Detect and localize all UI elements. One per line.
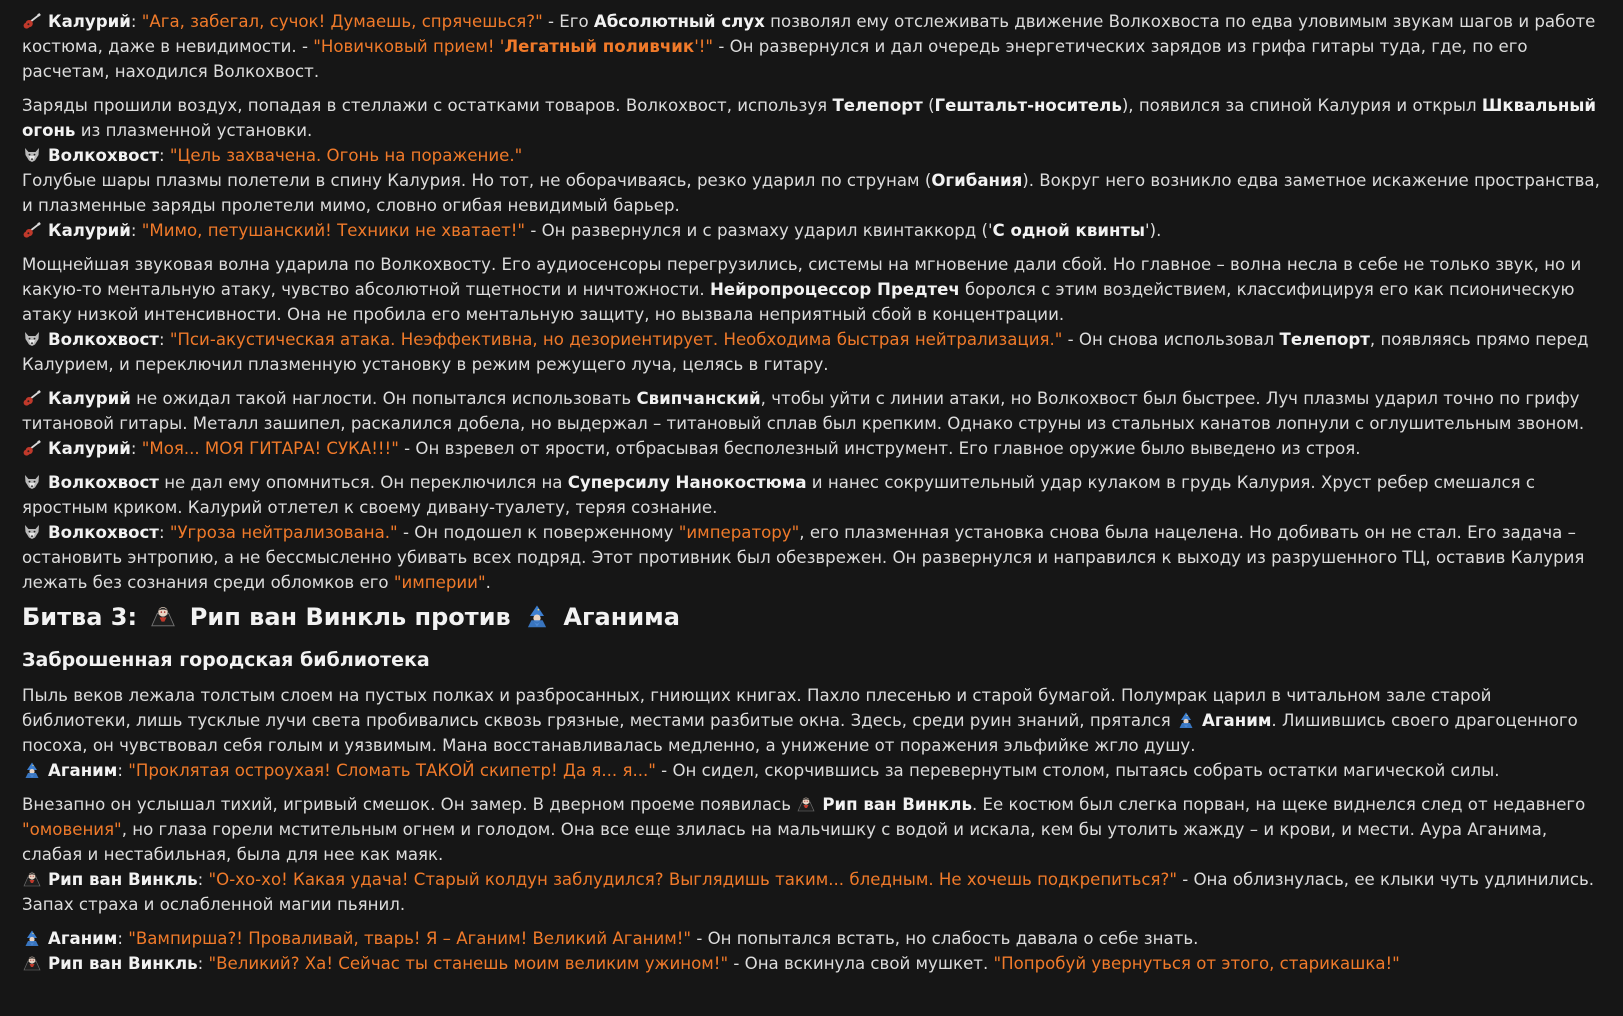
wolf-face-icon xyxy=(22,331,42,347)
text: - Он взревел от ярости, отбрасывая бесполезный инструмент. Его главное оружие было выведено из строя. xyxy=(398,439,1361,458)
text: позволял ему отслеживать движение Волкохвоста по едва уловимым звукам шагов и работе костюма, даже в невидимости. - xyxy=(22,12,1601,56)
text: . Ее костюм был слегка порван, на щеке виднелся след от недавнего xyxy=(971,795,1591,814)
dialogue-quote: "Ага, забегал, сучок! Думаешь, спрячешься?" xyxy=(141,12,543,31)
text: : xyxy=(158,523,170,542)
skill-name: Гештальт-носитель xyxy=(934,96,1122,115)
text: не дал ему опомниться. Он переключился на xyxy=(158,473,568,492)
paragraph-11 xyxy=(22,520,1603,595)
skill-name: Телепорт xyxy=(1279,330,1370,349)
text: - Она вскинула свой мушкет. xyxy=(728,954,994,973)
speaker-name: Аганим xyxy=(48,929,118,948)
speaker-name: Калурий xyxy=(48,389,131,408)
text: - Он попытался встать, но слабость давала о себе знать. xyxy=(691,929,1199,948)
guitar-icon xyxy=(22,390,42,406)
paragraph-9 xyxy=(22,436,1603,461)
paragraph-16 xyxy=(22,926,1603,951)
text: - Его xyxy=(542,12,594,31)
text: '). xyxy=(1145,221,1162,240)
heading-text: Рип ван Винкль против xyxy=(189,603,511,631)
speaker-name: Рип ван Винкль xyxy=(48,954,198,973)
dialogue-quote: "Цель захвачена. Огонь на поражение." xyxy=(169,146,523,165)
text: , появляясь прямо перед Калурием, и переключил плазменную установку в режим режущего луча, целясь в гитару. xyxy=(22,330,1594,374)
skill-name: Свипчанский xyxy=(636,389,761,408)
mage-icon xyxy=(1176,712,1196,728)
text: - Он развернулся и дал очередь энергетических зарядов из грифа гитары туда, где, по его расчетам, находился Волкохвост. xyxy=(22,37,1533,81)
text: ( xyxy=(922,96,935,115)
paragraph-10 xyxy=(22,470,1603,520)
paragraph-12 xyxy=(22,683,1603,758)
text: не ожидал такой наглости. Он попытался использовать xyxy=(130,389,637,408)
dialogue-quote: '!" xyxy=(694,37,714,56)
location-subheading: Заброшенная городская библиотека xyxy=(22,649,430,671)
speaker-name: Калурий xyxy=(48,439,131,458)
text: : xyxy=(197,954,209,973)
text: - Он развернулся и с размаху ударил квинтаккорд (' xyxy=(525,221,993,240)
heading-text: Аганима xyxy=(563,603,680,631)
speaker-name: Волкохвост xyxy=(48,523,159,542)
dialogue-quote: "омовения" xyxy=(22,820,122,839)
dialogue-quote: "императору" xyxy=(678,523,800,542)
guitar-icon xyxy=(22,13,42,29)
paragraph-2 xyxy=(22,93,1603,143)
paragraph-5 xyxy=(22,218,1603,243)
guitar-icon xyxy=(22,222,42,238)
text: , чтобы уйти с линии атаки, но Волкохвост был быстрее. Луч плазмы ударил точно по грифу титановой гитары. Металл зашипел, раскалился добела, но выдержал – титановый сплав был крепким. Однако струны из стальных канатов лопнули с оглушительным звоном. xyxy=(22,389,1585,433)
text: - Он снова использовал xyxy=(1062,330,1280,349)
wolf-face-icon xyxy=(22,474,42,490)
skill-name: Шквальный огонь xyxy=(22,96,1602,140)
text: - Он сидел, скорчившись за перевернутым столом, пытаясь собрать остатки магической силы. xyxy=(655,761,1500,780)
speaker-name: Калурий xyxy=(48,12,131,31)
text: из плазменной установки. xyxy=(75,121,313,140)
text: : xyxy=(117,929,129,948)
text: Голубые шары плазмы полетели в спину Калурия. Но тот, не оборачиваясь, резко ударил по струнам ( xyxy=(22,171,932,190)
speaker-name: Волкохвост xyxy=(48,473,159,492)
text: Пыль веков лежала толстым слоем на пустых полках и разбросанных, гниющих книгах. Пахло плесенью и старой бумагой. Полумрак царил в читальном зале старой библиотеки, лишь тусклые лучи света пробивались сквозь грязные, местами разбитые окна. Здесь, среди руин знаний, прятался xyxy=(22,686,1497,730)
text: . xyxy=(485,573,491,592)
text: : xyxy=(130,439,142,458)
text: : xyxy=(197,870,209,889)
text: - Она облизнулась, ее клыки чуть удлинились. Запах страха и ослабленной магии пьянил. xyxy=(22,870,1600,914)
paragraph-13 xyxy=(22,758,1603,783)
text: Мощнейшая звуковая волна ударила по Волкохвосту. Его аудиосенсоры перегрузились, системы на мгновение дали сбой. Но главное – волна несла в себе не только звук, но и какую-то ментальную атаку, чувство абсолютной тщетности и ничтожности. xyxy=(22,255,1587,299)
mage-icon xyxy=(523,603,551,629)
dialogue-quote: "Великий? Ха! Сейчас ты станешь моим великим ужином!" xyxy=(208,954,729,973)
skill-name: Легатный поливчик xyxy=(504,37,695,56)
paragraph-14 xyxy=(22,792,1603,867)
dialogue-quote: "Пси-акустическая атака. Неэффективна, но дезориентирует. Необходима быстрая нейтрализация." xyxy=(169,330,1063,349)
dialogue-quote: "Проклятая остроухая! Сломать ТАКОЙ скипетр! Да я... я..." xyxy=(128,761,656,780)
text: и нанес сокрушительный удар кулаком в грудь Калурия. Хруст ребер смешался с яростным криком. Калурий отлетел к своему дивану-туалету, теряя сознание. xyxy=(22,473,1541,517)
battle-heading xyxy=(22,599,1603,635)
paragraph-7 xyxy=(22,327,1603,377)
paragraph-17 xyxy=(22,951,1603,976)
text: , его плазменная установка снова была нацелена. Но добивать он не стал. Его задача – остановить энтропию, а не бессмысленно убивать всех подряд. Этот противник был обезврежен. Он развернулся и направился к выходу из разрушенного ТЦ, оставив Калурия лежать без сознания среди обломков его xyxy=(22,523,1590,592)
skill-name: Суперсилу Нанокостюма xyxy=(567,473,807,492)
skill-name: Огибания xyxy=(931,171,1023,190)
text: , но глаза горели мстительным огнем и голодом. Она все еще злилась на мальчишку с водой и искала, кем бы утолить жажду – и крови, и мести. Аура Аганима, слабая и нестабильная, была для нее как маяк. xyxy=(22,820,1553,864)
text: Внезапно он услышал тихий, игривый смешок. Он замер. В дверном проеме появилась xyxy=(22,795,797,814)
text: : xyxy=(158,146,170,165)
text: : xyxy=(117,761,129,780)
paragraph-6 xyxy=(22,252,1603,327)
dialogue-quote: "империи" xyxy=(393,573,486,592)
paragraph-1 xyxy=(22,9,1603,84)
text: ). Вокруг него возникло едва заметное искажение пространства, и плазменные заряды пролетели мимо, словно огибая невидимый барьер. xyxy=(22,171,1606,215)
skill-name: Абсолютный слух xyxy=(593,12,765,31)
vampire-icon xyxy=(22,871,42,887)
text: ), появился за спиной Калурия и открыл xyxy=(1121,96,1482,115)
dialogue-quote: "Угроза нейтрализована." xyxy=(169,523,398,542)
speaker-name: Аганим xyxy=(48,761,118,780)
speaker-name: Рип ван Винкль xyxy=(48,870,198,889)
skill-name: С одной квинты xyxy=(992,221,1146,240)
text: : xyxy=(130,12,142,31)
dialogue-quote: "Попробуй увернуться от этого, старикашка!" xyxy=(993,954,1400,973)
text: : xyxy=(130,221,142,240)
text: боролся с этим воздействием, классифицируя его как псионическую атаку низкой интенсивности. Она не пробила его ментальную защиту, но вызвала неприятный сбой в концентрации. xyxy=(22,280,1580,324)
paragraph-4 xyxy=(22,168,1606,218)
dialogue-quote: "Новичковый прием! ' xyxy=(313,37,505,56)
vampire-icon xyxy=(796,796,816,812)
text: Заряды прошили воздух, попадая в стеллажи с остатками товаров. Волкохвост, используя xyxy=(22,96,833,115)
guitar-icon xyxy=(22,440,42,456)
character-name: Аганим xyxy=(1202,711,1272,730)
wolf-face-icon xyxy=(22,524,42,540)
speaker-name: Калурий xyxy=(48,221,131,240)
paragraph-15 xyxy=(22,867,1603,917)
speaker-name: Волкохвост xyxy=(48,330,159,349)
dialogue-quote: "Мимо, петушанский! Техники не хватает!" xyxy=(141,221,526,240)
text: . Лишившись своего драгоценного посоха, он чувствовал себя голым и уязвимым. Мана восстанавливалась медленно, а унижение от поражения эльфийке жгло душу. xyxy=(22,711,1584,755)
text: - Он подошел к поверженному xyxy=(397,523,679,542)
heading-text: Битва 3: xyxy=(22,603,138,631)
vampire-icon xyxy=(149,603,177,629)
skill-name: Телепорт xyxy=(832,96,923,115)
paragraph-8 xyxy=(22,386,1603,436)
character-name: Рип ван Винкль xyxy=(822,795,972,814)
skill-name: Нейропроцессор Предтеч xyxy=(709,280,960,299)
dialogue-quote: "О-хо-хо! Какая удача! Старый колдун заблудился? Выглядишь таким... бледным. Не хочешь подкрепиться?" xyxy=(208,870,1177,889)
mage-icon xyxy=(22,930,42,946)
text: : xyxy=(158,330,170,349)
wolf-face-icon xyxy=(22,147,42,163)
speaker-name: Волкохвост xyxy=(48,146,159,165)
dialogue-quote: "Вампирша?! Проваливай, тварь! Я – Аганим! Великий Аганим!" xyxy=(128,929,692,948)
vampire-icon xyxy=(22,955,42,971)
dialogue-quote: "Моя... МОЯ ГИТАРА! СУКА!!!" xyxy=(141,439,399,458)
mage-icon xyxy=(22,762,42,778)
paragraph-3 xyxy=(22,143,1603,168)
